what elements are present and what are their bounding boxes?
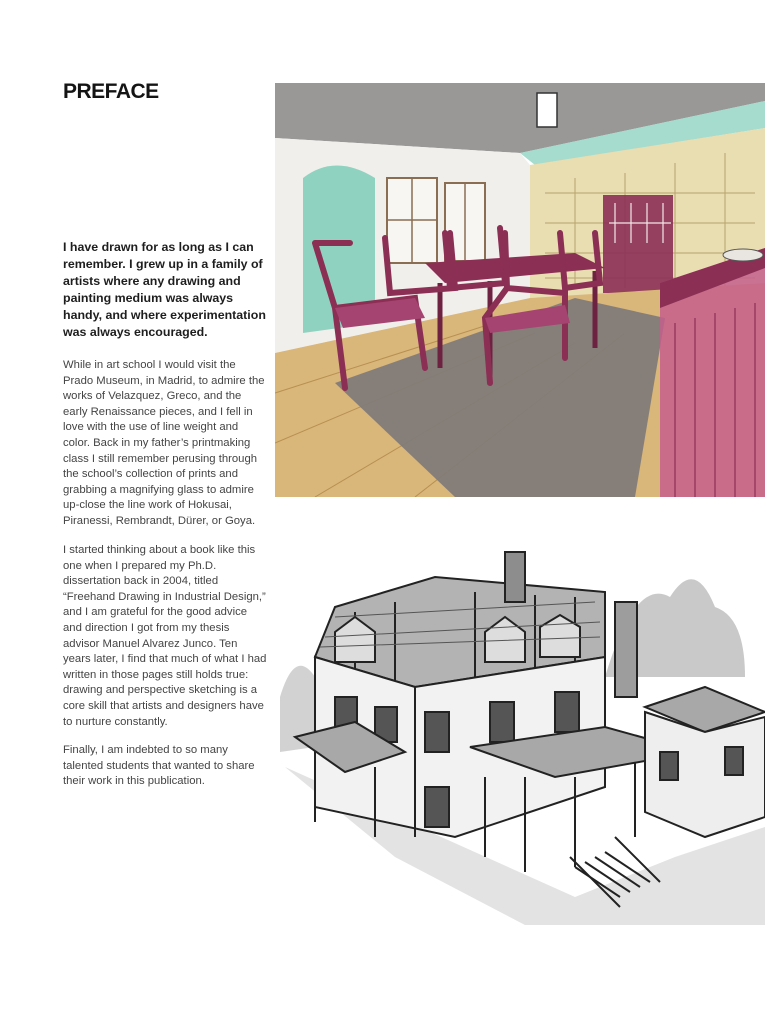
body-paragraph-3: Finally, I am indebted to so many talented students that wanted to share their work in this publication. <box>63 744 255 788</box>
body-paragraph-1: While in art school I would visit the Prado Museum, in Madrid, to admire the works of Velazquez, Greco, and the early Renaissance pieces, and I fell in love with the use of line weight and color. Back in my father’s printmaking class I still remember perusing through the school’s collection of prints and grabbing a magnifying glass to admire up-close the line work of Hokusai, Piranessi, Rembrandt, Dürer, or Goya. <box>63 359 265 527</box>
dining-room-sketch <box>275 83 765 497</box>
body-paragraph-2: I started thinking about a book like this one when I prepared my Ph.D. dissertation back in 2004, titled “Freehand Drawing in Industrial Design,” and I am grateful for the good advice and direction I got from my thesis advisor Manuel Alvarez Junco. Ten years later, I find that much of what I had written in those pages still holds true: drawing and perspective sketching is a core skill that artists and designers have to nurture constantly. <box>63 544 267 728</box>
victorian-house-sketch <box>275 537 765 925</box>
lead-paragraph: I have drawn for as long as I can remember. I grew up in a family of artists where any drawing and painting medium was always handy, and where experimentation was always encouraged. <box>63 240 266 339</box>
page-title: PREFACE <box>63 80 159 103</box>
